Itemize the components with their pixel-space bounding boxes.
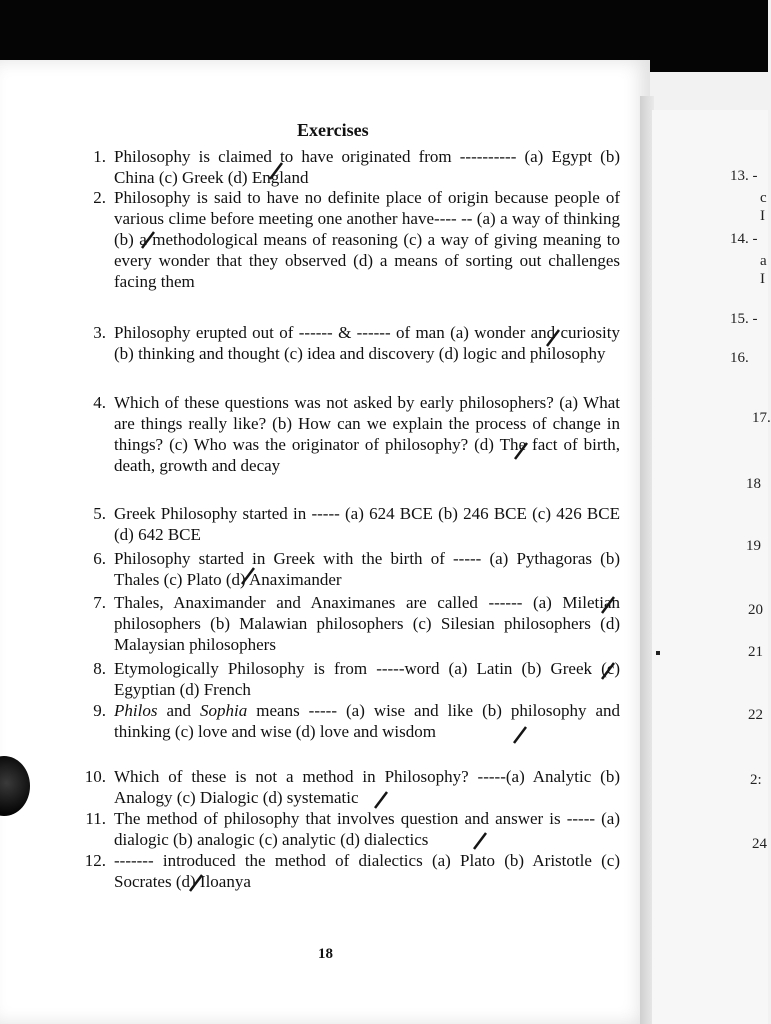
facing-page-number: 17.	[752, 410, 771, 426]
question-item	[70, 592, 620, 655]
facing-page-number: 13. -	[730, 168, 758, 184]
question-item	[70, 808, 620, 850]
question-text: Which of these is not a method in Philosophy? -----(a) Analytic (b) Analogy (c) Dialogic (d) systematic	[114, 767, 620, 807]
facing-page-fragment: c	[760, 190, 767, 206]
question-text: ------- introduced the method of dialectics (a) Plato (b) Aristotle (c) Socrates (d) Iloanya	[114, 851, 620, 891]
question-text: Etymologically Philosophy is from -----word (a) Latin (b) Greek (c) Egyptian (d) French	[114, 659, 620, 699]
question-number: 5.	[93, 504, 106, 523]
question-number: 2.	[93, 188, 106, 207]
question-text: Philosophy started in Greek with the birth of ----- (a) Pythagoras (b) Thales (c) Plato (d) Anaximander	[114, 549, 620, 589]
answer-tick-icon	[472, 831, 488, 851]
question-item	[70, 700, 620, 742]
question-item	[70, 658, 620, 700]
question-item	[70, 548, 620, 590]
question-number: 11.	[85, 809, 106, 828]
facing-page-fragment: I	[760, 208, 765, 224]
question-number: 10.	[84, 767, 106, 786]
question-text	[114, 700, 620, 742]
text-and: and	[157, 701, 201, 720]
margin-mark	[656, 651, 660, 655]
facing-page-number: 22	[748, 707, 763, 723]
question-number: 8.	[93, 659, 106, 678]
answer-tick-icon	[513, 441, 529, 461]
question-item	[70, 322, 620, 364]
question-number: 9.	[93, 701, 106, 720]
answer-tick-icon	[600, 661, 616, 681]
question-item	[70, 766, 620, 808]
page-number: 18	[318, 946, 333, 962]
term-philos: Philos	[114, 701, 158, 720]
question-item	[70, 850, 620, 892]
facing-page-fragment: I	[760, 271, 765, 287]
facing-page-number: 15. -	[730, 311, 758, 327]
answer-tick-icon	[240, 566, 256, 586]
facing-page-number: 18	[746, 476, 761, 492]
question-text: Philosophy is said to have no definite place of origin because people of various clime before meeting one another have---- -- (a) a way of thinking (b) a methodological means of reasoning (c) a way of giving meaning to every wonder that they observed (d) a means of sorting out challenges facing them	[114, 188, 620, 291]
question-text: Philosophy is claimed to have originated from ---------- (a) Egypt (b) China (c) Greek (d) England	[114, 147, 620, 187]
answer-tick-icon	[512, 725, 528, 745]
facing-page-number: 20	[748, 602, 763, 618]
question-item	[70, 392, 620, 476]
facing-page-number: 14. -	[730, 231, 758, 247]
question-text-rest: means ----- (a) wise and like (b) philosophy and thinking (c) love and wise (d) love and wisdom	[114, 701, 621, 741]
facing-page-number: 16.	[730, 350, 749, 366]
page-title: Exercises	[297, 120, 369, 140]
answer-tick-icon	[268, 161, 284, 181]
question-text: Greek Philosophy started in ----- (a) 624 BCE (b) 246 BCE (c) 426 BCE (d) 642 BCE	[114, 504, 620, 544]
answer-tick-icon	[600, 595, 616, 615]
question-text: The method of philosophy that involves question and answer is ----- (a) dialogic (b) analogic (c) analytic (d) dialectics	[114, 809, 620, 849]
question-number: 4.	[93, 393, 106, 412]
answer-tick-icon	[188, 873, 204, 893]
facing-page-fragment: a	[760, 253, 767, 269]
question-text: Philosophy erupted out of ------ & ------ of man (a) wonder and curiosity (b) thinking and thought (c) idea and discovery (d) logic and philosophy	[114, 323, 620, 363]
facing-page-number: 21	[748, 644, 763, 660]
facing-page-number: 24	[752, 836, 767, 852]
facing-page-number: 2:	[750, 772, 762, 788]
question-item	[70, 146, 620, 188]
answer-tick-icon	[545, 328, 561, 348]
question-number: 12.	[84, 851, 106, 870]
question-item	[70, 503, 620, 545]
term-sophia: Sophia	[200, 701, 248, 720]
question-number: 3.	[93, 323, 106, 342]
facing-page-number: 19	[746, 538, 761, 554]
question-text: Thales, Anaximander and Anaximanes are called ------ (a) Miletian philosophers (b) Malawian philosophers (c) Silesian philosophers (d) Malaysian philosophers	[114, 593, 620, 654]
question-number: 7.	[93, 593, 106, 612]
question-text: Which of these questions was not asked by early philosophers? (a) What are things really like? (b) How can we explain the process of change in things? (c) Who was the originator of philosophy? (d) The fact of birth, death, growth and decay	[114, 393, 620, 475]
question-number: 6.	[93, 549, 106, 568]
answer-tick-icon	[140, 230, 156, 250]
question-number: 1.	[93, 147, 106, 166]
answer-tick-icon	[373, 790, 389, 810]
